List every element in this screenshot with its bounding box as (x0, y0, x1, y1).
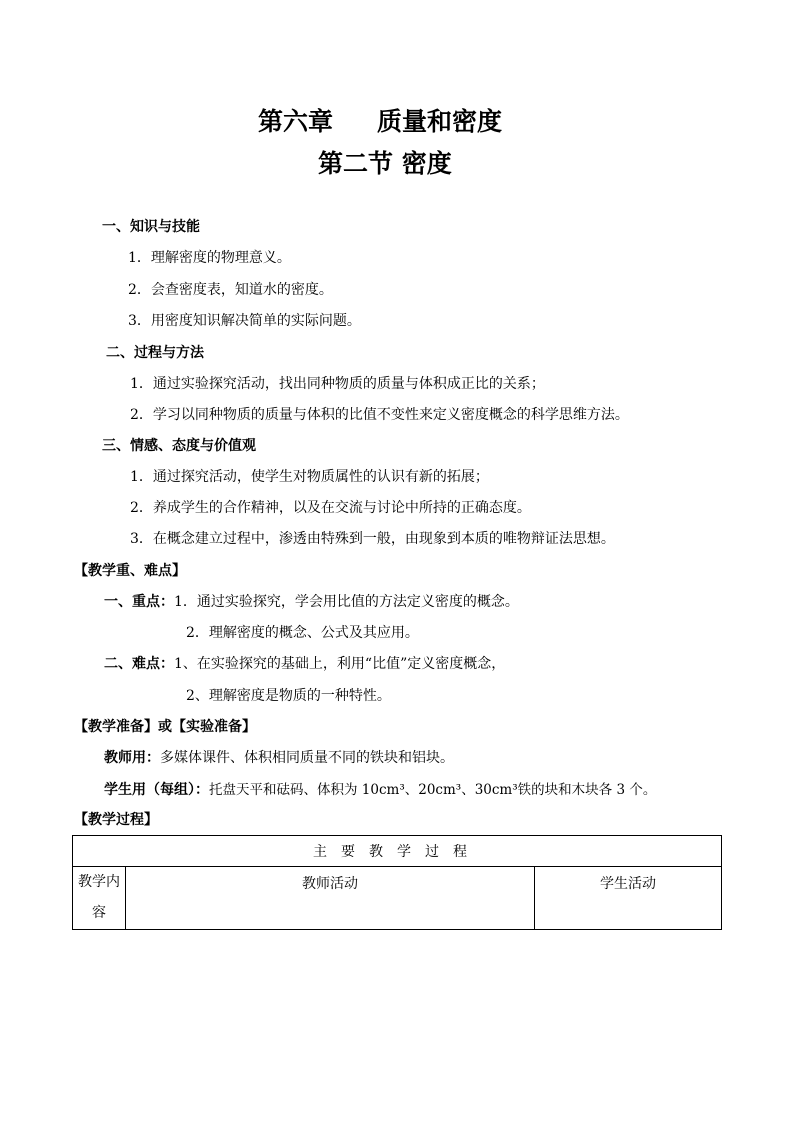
focus-line-1 (104, 591, 519, 611)
teaching-process-heading: 【教学过程】 (74, 812, 158, 828)
knowledge-item-2: 2．会查密度表，知道水的密度。 (128, 282, 333, 298)
process-heading: 二、过程与方法 (106, 345, 204, 361)
student-label: 学生用（每组）： (104, 782, 209, 798)
col-content-header: 教学内容 (73, 867, 126, 930)
col-student-header: 学生活动 (535, 867, 722, 930)
teacher-text: 多媒体课件、体积相同质量不同的铁块和铝块。 (160, 750, 454, 766)
difficulty-line-1 (104, 653, 505, 673)
knowledge-item-1: 1．理解密度的物理意义。 (128, 250, 291, 266)
col-teacher-header: 教师活动 (126, 867, 535, 930)
emotion-item-3: 3．在概念建立过程中，渗透由特殊到一般，由现象到本质的唯物辩证法思想。 (130, 531, 615, 547)
chapter-name: 质量和密度 (377, 107, 503, 136)
chapter-number: 第六章 (258, 107, 334, 136)
emotion-heading: 三、情感、态度与价值观 (102, 438, 256, 454)
focus-label: 一、重点： (104, 594, 174, 610)
knowledge-item-3: 3．用密度知识解决简单的实际问题。 (128, 313, 361, 329)
student-text: 托盘天平和砝码、体积为 10cm³、20cm³、30cm³铁的块和木块各 3 个。 (209, 782, 657, 798)
process-item-1: 1．通过实验探究活动，找出同种物质的质量与体积成正比的关系； (130, 376, 545, 392)
teacher-prep-line (104, 747, 454, 767)
teaching-process-table (72, 835, 722, 930)
student-prep-line (104, 778, 656, 799)
difficulty-item-1: 1、在实验探究的基础上，利用“比值”定义密度概念， (174, 656, 506, 672)
teacher-label: 教师用： (104, 750, 160, 766)
focus-item-1: 1．通过实验探究，学会用比值的方法定义密度的概念。 (174, 594, 519, 610)
emotion-item-2: 2．养成学生的合作精神，以及在交流与讨论中所持的正确态度。 (130, 500, 531, 516)
difficulty-item-2: 2、理解密度是物质的一种特性。 (186, 688, 391, 704)
section-title: 第二节 密度 (318, 149, 452, 178)
table-title: 主要教学过程 (73, 836, 722, 867)
process-item-2: 2．学习以同种物质的质量与体积的比值不变性来定义密度概念的科学思维方法。 (130, 407, 629, 423)
chapter-title (258, 102, 502, 138)
key-points-heading: 【教学重、难点】 (74, 563, 186, 579)
focus-item-2: 2．理解密度的概念、公式及其应用。 (186, 625, 419, 641)
preparation-heading: 【教学准备】或【实验准备】 (74, 719, 256, 735)
difficulty-label: 二、难点： (104, 656, 174, 672)
knowledge-heading: 一、知识与技能 (102, 219, 200, 235)
emotion-item-1: 1．通过探究活动，使学生对物质属性的认识有新的拓展； (130, 469, 489, 485)
